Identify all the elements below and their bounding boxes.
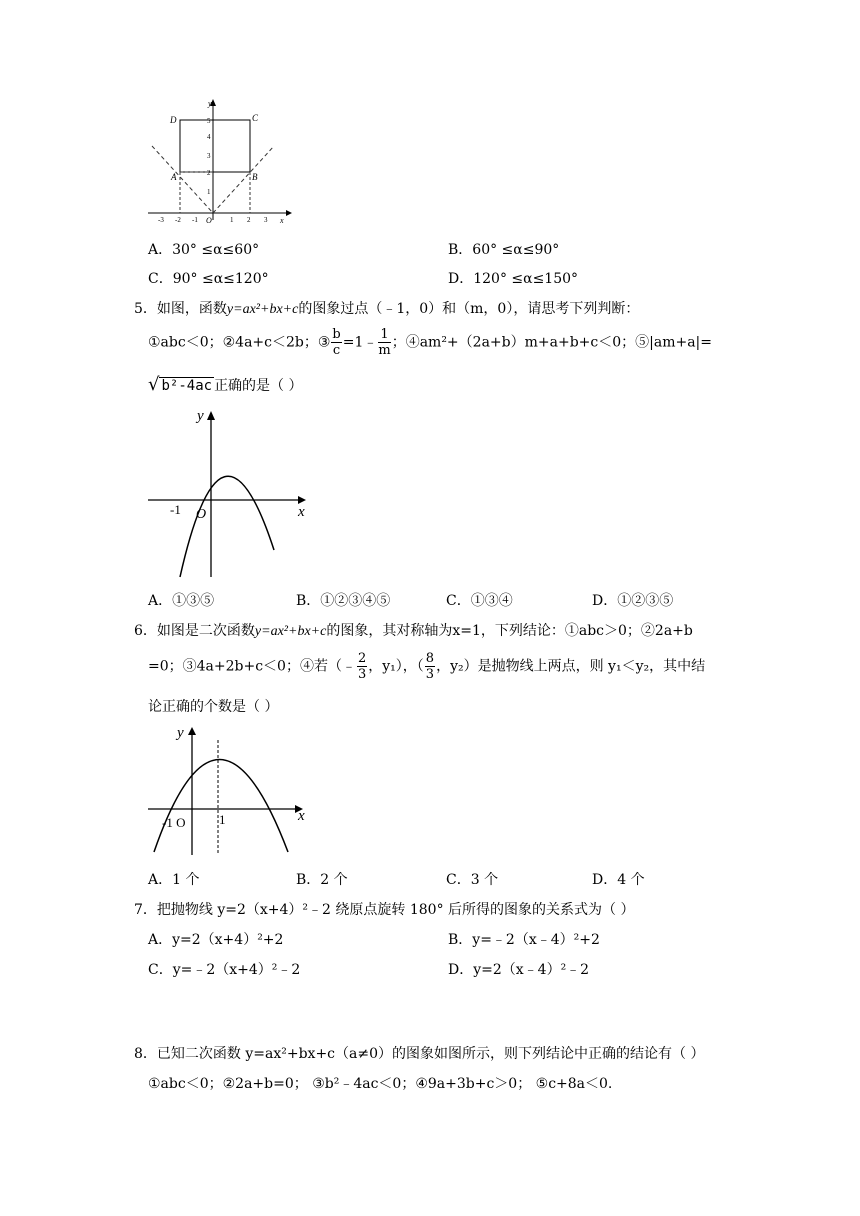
x-tick-neg2: -2 — [175, 216, 181, 224]
q6-line2-b: ，y₁），（ — [368, 658, 424, 675]
q5-stem — [134, 298, 639, 318]
q5-option-a[interactable]: A．①③⑤ — [148, 593, 215, 609]
point-d-label: D — [170, 115, 177, 125]
sqrt-sign: √ — [148, 374, 160, 395]
x-tick-neg1: -1 — [192, 216, 198, 224]
q4-option-d[interactable]: D．120° ≤α≤150° — [448, 271, 579, 287]
q5-conclusion-1-2: ①abc＜0；②4a+c＜2b；③ — [148, 334, 331, 351]
q5-sqrt-expression: b²-4ac — [161, 378, 213, 394]
q6-fraction-2-over-3: $\frac{2}{3}$ — [357, 651, 367, 682]
q7-option-b[interactable]: B．y=﹣2（x﹣4）²+2 — [448, 932, 600, 948]
q5-fraction-1-over-m: $\frac{1}{m}$ — [378, 327, 391, 358]
q7-option-d[interactable]: D．y=2（x﹣4）²﹣2 — [448, 962, 590, 978]
q6-fraction-8-over-3: $\frac{8}{3}$ — [425, 651, 435, 682]
q6-line1-pre: 如图是二次函数 — [156, 623, 255, 639]
q5-stem-pre: 如图，函数 — [156, 301, 227, 317]
q4-option-a[interactable]: A．30° ≤α≤60° — [148, 242, 260, 258]
q6-line-1 — [134, 620, 693, 640]
q7-option-a[interactable]: A．y=2（x+4）²+2 — [148, 932, 284, 948]
q5-conclusions — [148, 327, 712, 358]
point-a-label: A — [171, 172, 177, 182]
q8-stem: 8．已知二次函数 y=ax²+bx+c（a≠0）的图象如图所示，则下列结论中正确的结论有（ ） — [134, 1046, 705, 1062]
question-5-graph — [140, 405, 330, 580]
x-tick-3: 3 — [264, 216, 268, 224]
q4-option-b[interactable]: B．60° ≤α≤90° — [448, 242, 560, 258]
q6-option-a[interactable]: A．1 个 — [148, 872, 200, 888]
q6-graph-x-label: x — [298, 808, 305, 824]
q6-line1-post: 的图象，其对称轴为x=1，下列结论：①abc＞0；②2a+b — [326, 623, 693, 639]
q6-graph-y-label: y — [177, 725, 184, 741]
q6-formula: y=ax²+bx+c — [254, 624, 327, 639]
q6-line-2 — [148, 651, 705, 682]
point-b-label: B — [252, 172, 258, 182]
x-tick-neg3: -3 — [158, 216, 164, 224]
q6-line2-c: ，y₂）是抛物线上两点，则 y₁＜y₂，其中结 — [436, 658, 706, 675]
point-c-label: C — [252, 113, 259, 123]
q5-graph-origin-label: O — [196, 507, 207, 522]
q5-number: 5． — [134, 301, 157, 317]
question-6-graph — [140, 722, 320, 857]
q7-option-c[interactable]: C．y=﹣2（x+4）²﹣2 — [148, 962, 301, 978]
q5-formula: y=ax²+bx+c — [226, 302, 299, 317]
x-tick-2: 2 — [247, 216, 251, 224]
origin-label: O — [206, 216, 212, 225]
q6-line2-a: =0；③4a+2b+c＜0；④若（﹣ — [148, 658, 356, 675]
y-axis-label: y — [208, 99, 212, 108]
q5-graph-neg1-label: -1 — [170, 502, 181, 517]
q8-conclusions: ①abc＜0；②2a+b=0； ③b²﹣4ac＜0；④9a+3b+c＞0； ⑤c+8a＜0. — [148, 1076, 613, 1092]
y-tick-4: 4 — [207, 133, 211, 141]
q5-stem-post: 的图象过点（﹣1，0）和（m，0），请思考下列判断： — [298, 301, 640, 317]
q5-graph-y-label: y — [197, 408, 204, 424]
q5-tail-line — [148, 374, 303, 395]
q5-conclusion-3-mid: =1﹣ — [342, 334, 378, 351]
x-axis-label: x — [280, 216, 284, 225]
q5-option-c[interactable]: C．①③④ — [446, 593, 513, 609]
q6-graph-axis-1-label: 1 — [219, 812, 226, 827]
y-tick-5: 5 — [207, 117, 211, 125]
q5-fraction-b-over-c: $\frac{b}{c}$ — [332, 327, 341, 358]
q6-option-b[interactable]: B．2 个 — [296, 872, 348, 888]
y-tick-3: 3 — [207, 152, 211, 160]
q4-option-c[interactable]: C．90° ≤α≤120° — [148, 271, 269, 287]
x-tick-1: 1 — [230, 216, 234, 224]
q6-graph-neg1-origin-label: -1 O — [162, 815, 186, 830]
q5-conclusion-4-5: ；④am²+（2a+b）m+a+b+c＜0；⑤|am+a|= — [391, 334, 713, 351]
q7-stem: 7．把抛物线 y=2（x+4）²﹣2 绕原点旋转 180° 后所得的图象的关系式为（ ） — [134, 902, 635, 918]
q5-option-b[interactable]: B．①②③④⑤ — [296, 593, 391, 609]
q6-line-3: 论正确的个数是（ ） — [148, 699, 279, 715]
q5-tail: 正确的是（ ） — [214, 378, 303, 394]
q6-option-d[interactable]: D．4 个 — [592, 872, 645, 888]
y-tick-2: 2 — [207, 169, 211, 177]
q6-number: 6． — [134, 623, 157, 639]
q6-option-c[interactable]: C．3 个 — [446, 872, 499, 888]
q5-option-d[interactable]: D．①②③⑤ — [592, 593, 674, 609]
question-4-figure — [140, 96, 300, 226]
q5-graph-x-label: x — [298, 504, 305, 520]
y-tick-1: 1 — [207, 188, 211, 196]
